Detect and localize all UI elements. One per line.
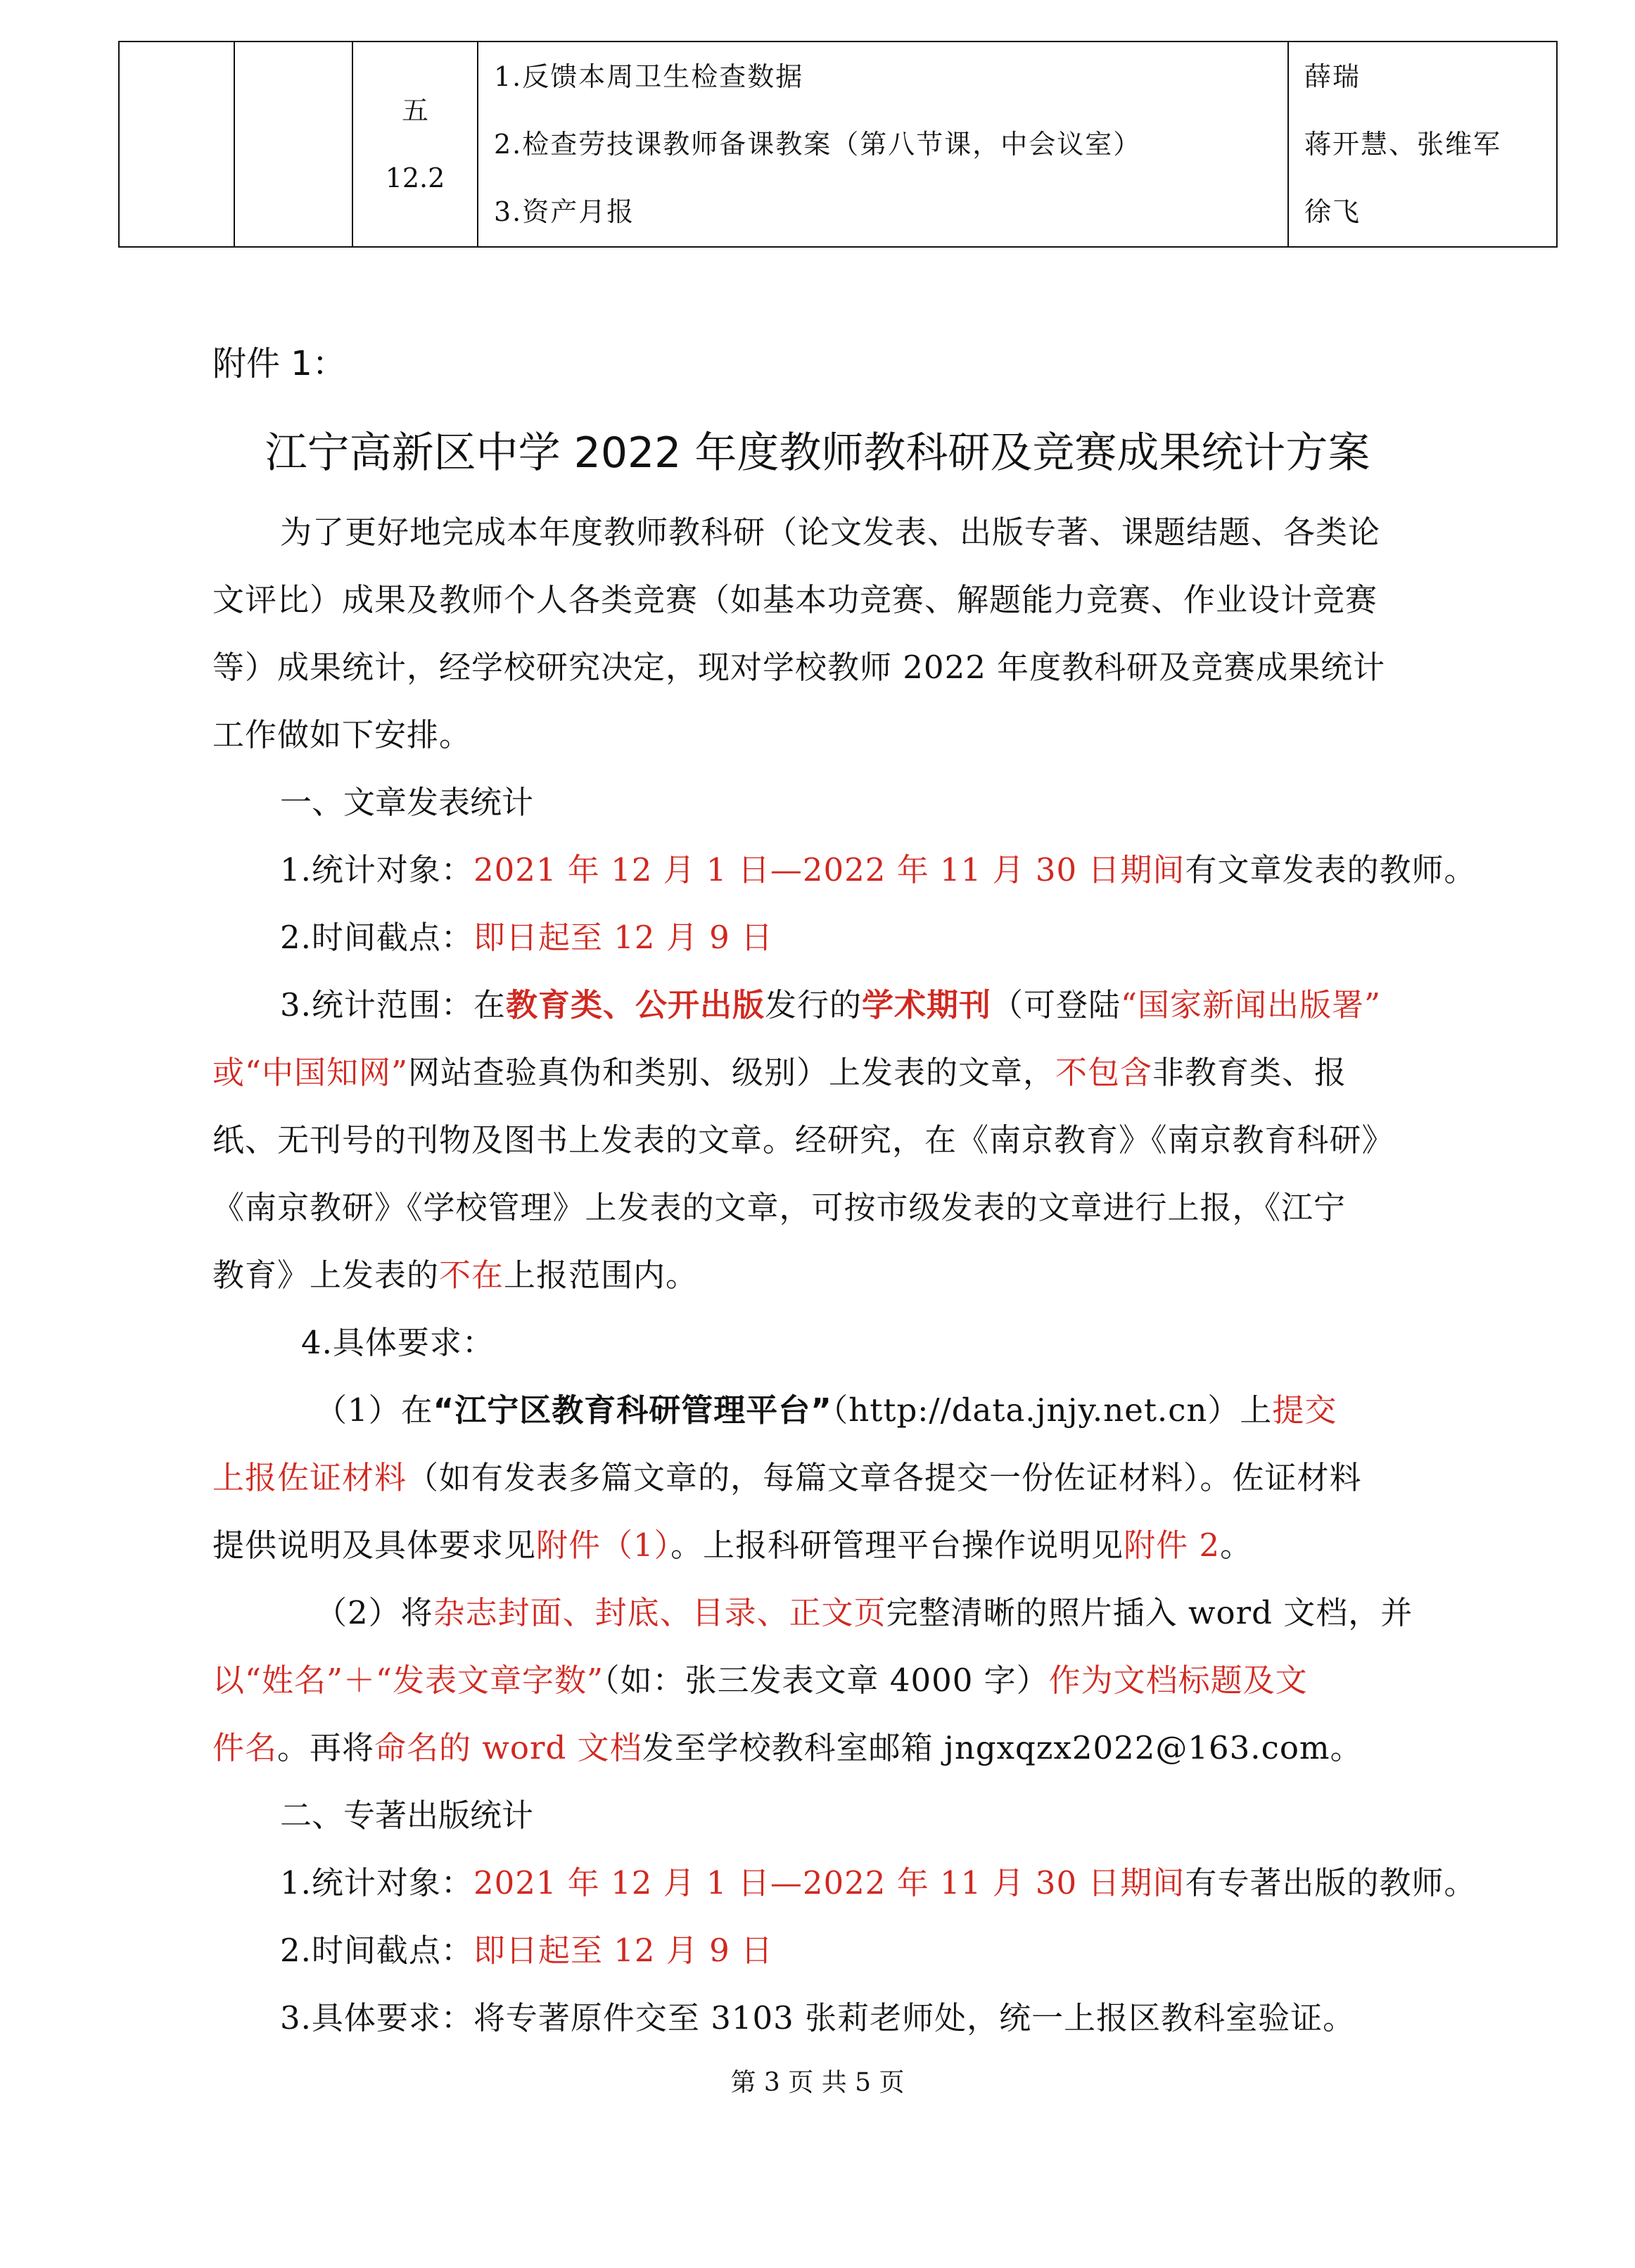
section2-item1	[280, 1857, 1476, 1903]
emphasis: 不包含	[1055, 1054, 1153, 1091]
emphasis: 以“姓名”＋“发表文章字数”	[212, 1662, 604, 1699]
persons-cell	[1288, 42, 1557, 247]
period-text: 2021 年 12 月 1 日—2022 年 11 月 30 日期间	[473, 1864, 1185, 1901]
item-label: 1.统计对象：	[280, 1864, 473, 1901]
list-item: 2.检查劳技课教师备课教案（第八节课，中会议室）	[494, 129, 1142, 160]
emphasis: 提交	[1272, 1391, 1337, 1429]
platform-url: （http://data.jnjy.net.cn）上	[832, 1391, 1273, 1429]
list-item: 1.反馈本周卫生检查数据	[494, 61, 804, 92]
requirement2-line2	[212, 1655, 1308, 1700]
requirement2-line1	[315, 1587, 1413, 1633]
item-label: 1.统计对象：	[280, 851, 473, 888]
item-label: 2.时间截点：	[280, 919, 473, 956]
page-footer: 第 3 页 共 5 页	[730, 2068, 905, 2097]
emphasis: 命名的 word 文档	[374, 1729, 642, 1766]
emphasis: 件名	[212, 1729, 278, 1766]
section2-heading: 二、专著出版统计	[280, 1797, 534, 1834]
section1-item3-line2	[212, 1047, 1347, 1092]
text: 。	[1220, 1527, 1253, 1564]
item-text: 有文章发表的教师。	[1185, 851, 1477, 888]
text: 非教育类、报	[1152, 1054, 1347, 1091]
deadline-text: 即日起至 12 月 9 日	[473, 919, 774, 956]
list-item: 徐飞	[1304, 196, 1361, 227]
text: 上报范围内。	[504, 1256, 699, 1294]
date: 12.2	[385, 163, 445, 193]
section1-heading: 一、文章发表统计	[280, 784, 534, 821]
text: 。再将	[277, 1729, 375, 1766]
tasks-cell	[478, 42, 1288, 247]
emphasis: 作为文档标题及文	[1048, 1662, 1308, 1699]
list-item: 蒋开慧、张维军	[1304, 129, 1502, 160]
text: （可登陆	[991, 986, 1121, 1024]
intro-line: 工作做如下安排。	[212, 716, 472, 753]
emphasis: 教育类、公开出版	[505, 986, 765, 1024]
attachment-ref: 附件（1）	[536, 1527, 671, 1564]
platform-name: “江宁区教育科研管理平台”	[433, 1391, 832, 1429]
emphasis: 上报佐证材料	[212, 1459, 407, 1496]
weekday: 五	[401, 95, 428, 126]
doc-title: 江宁高新区中学 2022 年度教师教科研及竞赛成果统计方案	[265, 428, 1370, 478]
item-label: 2.时间截点：	[280, 1932, 473, 1969]
section2-item2	[280, 1925, 773, 1970]
attachment-ref: 附件 2	[1124, 1527, 1221, 1564]
schedule-table	[118, 41, 1558, 248]
text: 发行的	[764, 986, 862, 1024]
empty-cell	[234, 42, 352, 247]
list-item: 薛瑞	[1304, 61, 1361, 92]
text: 提供说明及具体要求见	[212, 1527, 537, 1564]
text: （1）在	[315, 1391, 433, 1429]
section2-item3: 3.具体要求：将专著原件交至 3103 张莉老师处，统一上报区教科室验证。	[280, 1999, 1356, 2037]
attachment-label: 附件 1：	[212, 344, 346, 383]
requirement2-line3	[212, 1722, 1363, 1768]
text: （2）将	[315, 1594, 433, 1631]
section1-item1	[280, 844, 1476, 890]
intro-line: 文评比）成果及教师个人各类竞赛（如基本功竞赛、解题能力竞赛、作业设计竞赛	[212, 581, 1378, 618]
section1-item2	[280, 912, 773, 957]
person-list	[1289, 43, 1556, 246]
text: （如有发表多篇文章的，每篇文章各提交一份佐证材料）。佐证材料	[407, 1459, 1362, 1496]
text: （如：张三发表文章 4000 字）	[604, 1662, 1049, 1699]
section1-item3-line1	[280, 979, 1381, 1025]
requirement1-line2	[212, 1452, 1362, 1498]
requirement1-line1	[315, 1384, 1337, 1430]
item-text: 有专著出版的教师。	[1185, 1864, 1477, 1901]
email-text: 发至学校教科室邮箱 jngxqzx2022@163.com。	[642, 1729, 1363, 1766]
period-text: 2021 年 12 月 1 日—2022 年 11 月 30 日期间	[473, 851, 1185, 888]
empty-cell	[119, 42, 234, 247]
emphasis: 杂志封面、封底、目录、正文页	[433, 1594, 886, 1631]
deadline-text: 即日起至 12 月 9 日	[473, 1932, 774, 1969]
text: 。上报科研管理平台操作说明见	[670, 1527, 1124, 1564]
text: 完整清晰的照片插入 word 文档，并	[886, 1594, 1413, 1631]
emphasis: 学术期刊	[861, 986, 991, 1024]
section1-item3-line5	[212, 1249, 698, 1295]
text: 3.统计范围：在	[280, 986, 506, 1024]
task-list	[478, 43, 1287, 246]
intro-line: 等）成果统计，经学校研究决定，现对学校教师 2022 年度教科研及竞赛成果统计	[212, 649, 1386, 686]
section1-item4-label: 4.具体要求：	[301, 1324, 495, 1361]
emphasis: “国家新闻出版署”	[1121, 986, 1382, 1024]
section1-item3-line4: 《南京教研》《学校管理》上发表的文章，可按市级发表的文章进行上报，《江宁	[212, 1189, 1347, 1226]
day-cell	[352, 42, 478, 247]
text: 网站查验真伪和类别、级别）上发表的文章，	[408, 1054, 1056, 1091]
emphasis: 不在	[439, 1256, 504, 1294]
list-item: 3.资产月报	[494, 196, 635, 227]
table-row	[119, 42, 1557, 247]
intro-line: 为了更好地完成本年度教师教科研（论文发表、出版专著、课题结题、各类论	[280, 514, 1381, 551]
text: 教育》上发表的	[212, 1256, 440, 1294]
requirement1-line3	[212, 1520, 1252, 1565]
emphasis: 或“中国知网”	[212, 1054, 409, 1091]
section1-item3-line3: 纸、无刊号的刊物及图书上发表的文章。经研究，在《南京教育》《南京教育科研》	[212, 1121, 1394, 1159]
